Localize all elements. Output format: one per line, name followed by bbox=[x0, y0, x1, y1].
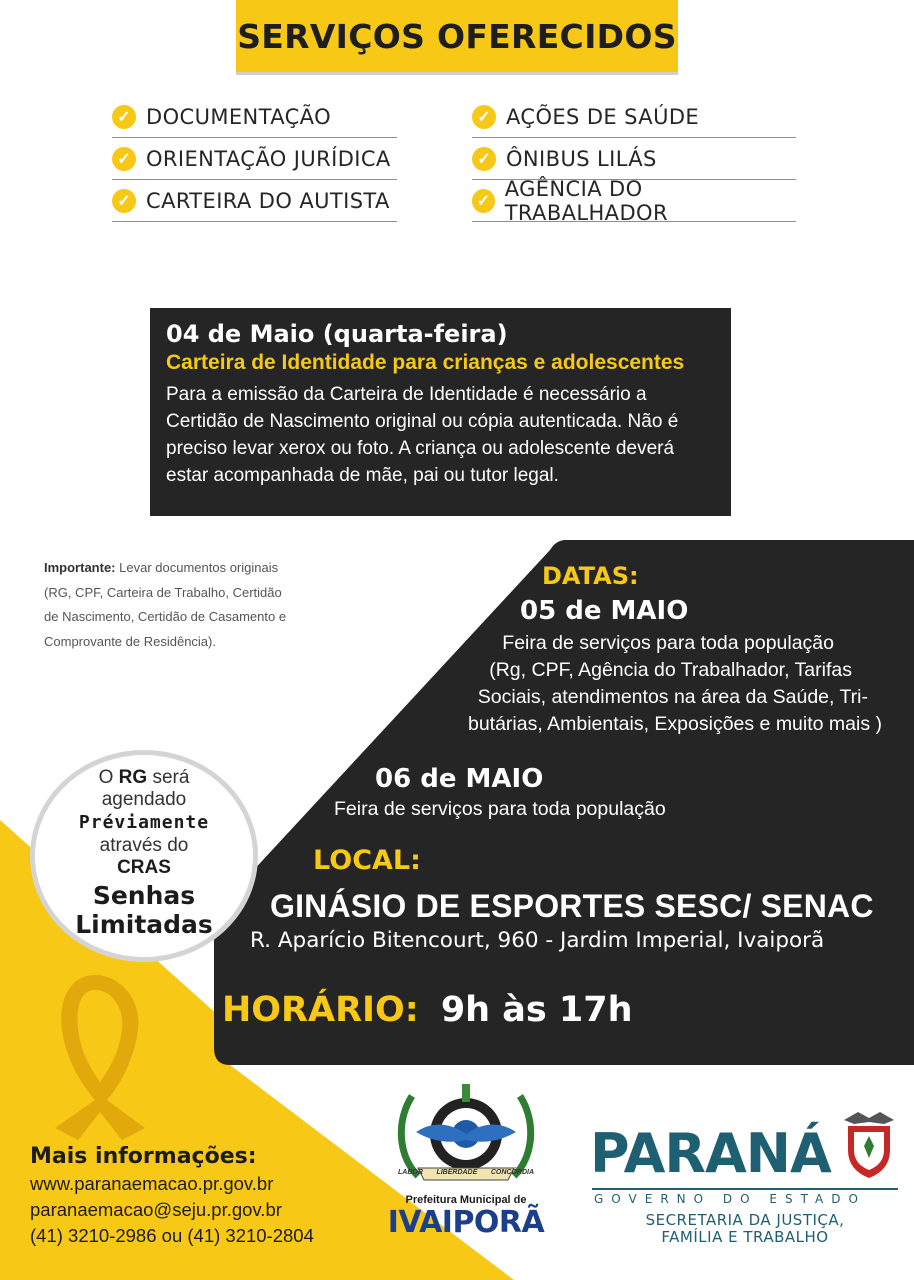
service-label: AGÊNCIA DO TRABALHADOR bbox=[504, 176, 668, 225]
parana-divider bbox=[592, 1188, 898, 1190]
check-icon: ✓ bbox=[472, 189, 495, 213]
info-date: 04 de Maio (quarta-feira) bbox=[166, 320, 508, 348]
info-subtitle: Carteira de Identidade para crianças e adolescentes bbox=[166, 351, 685, 374]
check-icon: ✓ bbox=[112, 189, 136, 213]
contact-website[interactable]: www.paranaemacao.pr.gov.br bbox=[30, 1173, 274, 1194]
contact-email[interactable]: paranaemacao@seju.pr.gov.br bbox=[30, 1199, 282, 1220]
parana-secretary: SECRETARIA DA JUSTIÇA, FAMÍLIA E TRABALHO bbox=[645, 1211, 845, 1246]
rg-line: Limitadas bbox=[75, 910, 213, 939]
ivaipora-name: IVAIPORÃ bbox=[387, 1205, 545, 1240]
rg-line: O RG será bbox=[98, 767, 190, 788]
rg-line: Senhas bbox=[92, 881, 196, 910]
service-label: DOCUMENTAÇÃO bbox=[146, 104, 332, 129]
info-line: preciso levar xerox ou foto. A criança ou adolescente deverá bbox=[166, 438, 675, 459]
rg-line: CRAS bbox=[117, 857, 171, 878]
id-card-info-box bbox=[150, 308, 731, 516]
service-label: ORIENTAÇÃO JURÍDICA bbox=[146, 146, 391, 171]
important-line: Levar documentos originais bbox=[119, 560, 279, 575]
day1-title: 05 de MAIO bbox=[520, 596, 689, 626]
local-heading: LOCAL: bbox=[313, 845, 421, 876]
service-label: AÇÕES DE SAÚDE bbox=[506, 104, 700, 129]
day1-line: Feira de serviços para toda população bbox=[502, 632, 834, 654]
important-line: (RG, CPF, Carteira de Trabalho, Certidão bbox=[44, 584, 282, 600]
important-line: Comprovante de Residência). bbox=[44, 633, 216, 649]
info-line: estar acompanhada de mãe, pai ou tutor legal. bbox=[166, 465, 559, 486]
horario-label: HORÁRIO: bbox=[222, 990, 419, 1030]
day1-line: (Rg, CPF, Agência do Trabalhador, Tarifas bbox=[489, 659, 852, 681]
rg-line: Préviamente bbox=[78, 812, 210, 833]
important-note bbox=[44, 556, 324, 654]
parana-coat-of-arms-icon bbox=[838, 1108, 900, 1180]
info-line: Certidão de Nascimento original ou cópia autenticada. Não é bbox=[166, 411, 679, 432]
rg-schedule-badge bbox=[30, 750, 258, 962]
services-left-column bbox=[112, 96, 397, 222]
parana-wordmark: PARANÁ bbox=[590, 1122, 831, 1185]
day1-line: butárias, Ambientais, Exposições e muito mais ) bbox=[467, 713, 882, 735]
check-icon: ✓ bbox=[112, 147, 136, 171]
contact-title: Mais informações: bbox=[30, 1144, 257, 1169]
ivaipora-crest-icon bbox=[378, 1076, 554, 1196]
check-icon: ✓ bbox=[112, 105, 136, 129]
important-label: Importante: bbox=[44, 560, 116, 575]
check-icon: ✓ bbox=[472, 105, 496, 129]
rg-line: agendado bbox=[101, 789, 187, 810]
service-item bbox=[112, 180, 397, 222]
parana-logo bbox=[590, 1108, 902, 1248]
contact-info bbox=[30, 1144, 314, 1249]
service-item bbox=[112, 138, 397, 180]
day2-description: Feira de serviços para toda população bbox=[334, 798, 666, 820]
important-line: de Nascimento, Certidão de Casamento e bbox=[44, 609, 287, 624]
ivaipora-banner: LABOR LIBERDADE CONCÓRDIA bbox=[398, 1169, 534, 1176]
info-line: Para a emissão da Carteira de Identidade é necessário a bbox=[166, 384, 647, 405]
contact-phones: (41) 3210-2986 ou (41) 3210-2804 bbox=[30, 1225, 314, 1246]
rg-line: através do bbox=[99, 835, 189, 856]
service-item bbox=[472, 138, 796, 180]
horario-value: 9h às 17h bbox=[440, 990, 633, 1030]
ivaipora-small-label: Prefeitura Municipal de bbox=[405, 1194, 527, 1206]
dates-heading: DATAS: bbox=[542, 562, 639, 590]
service-item bbox=[472, 176, 796, 225]
service-label: CARTEIRA DO AUTISTA bbox=[146, 188, 390, 213]
day2-title: 06 de MAIO bbox=[375, 764, 544, 794]
check-icon: ✓ bbox=[472, 147, 496, 171]
venue-address: R. Aparício Bitencourt, 960 - Jardim Imperial, Ivaiporã bbox=[250, 928, 825, 953]
page-title: SERVIÇOS OFERECIDOS bbox=[236, 0, 678, 72]
info-text bbox=[166, 381, 715, 489]
service-item bbox=[472, 96, 796, 138]
service-item bbox=[112, 96, 397, 138]
parana-gov-line: GOVERNO DO ESTADO bbox=[594, 1192, 866, 1206]
horario bbox=[222, 990, 633, 1030]
day1-description bbox=[420, 630, 896, 738]
services-right-column bbox=[472, 96, 796, 225]
service-label: ÔNIBUS LILÁS bbox=[506, 146, 657, 171]
ivaipora-logo bbox=[378, 1076, 554, 1246]
day1-line: Sociais, atendimentos na área da Saúde, Tri- bbox=[477, 686, 868, 708]
venue-name: GINÁSIO DE ESPORTES SESC/ SENAC bbox=[270, 888, 874, 924]
